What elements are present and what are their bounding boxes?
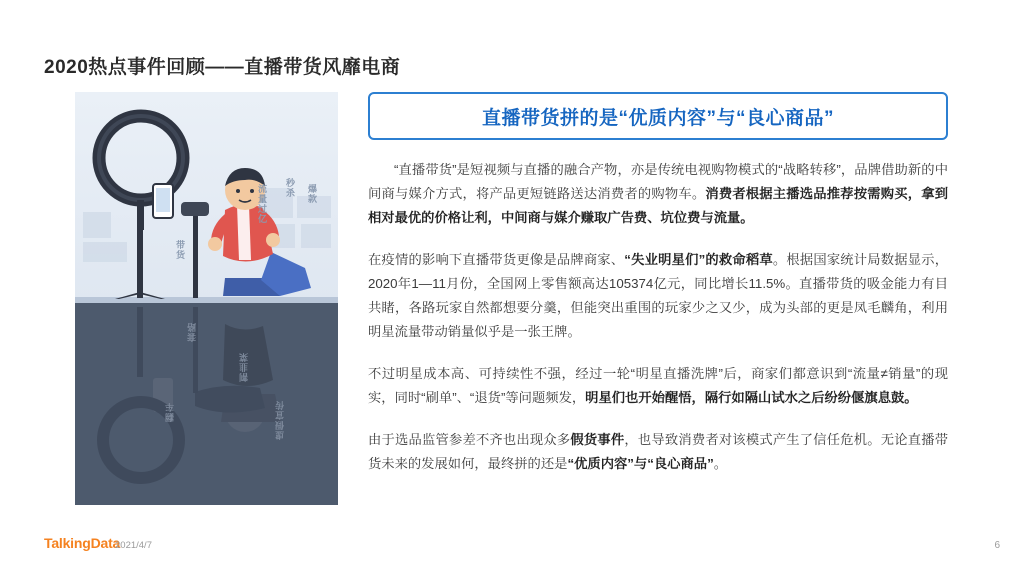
body-text: 在疫情的影响下直播带货更像是品牌商家、 [368, 252, 625, 267]
content-column [368, 92, 948, 489]
emphasis-text: “优质内容”与“良心商品” [567, 456, 714, 471]
svg-text:流量过亿: 流量过亿 [256, 184, 266, 224]
page-number: 6 [994, 540, 1000, 551]
body-text: 不过明星成本高、可持续性不强，经过一轮“明星直播洗牌”后，商家们都意识到“流量≠销量”的现实，同时“刷单”、“退货”等问题频发， [368, 366, 948, 405]
paragraph-2 [368, 248, 948, 344]
svg-text:虚假宣传: 虚假宣传 [276, 400, 286, 440]
svg-text:翻车: 翻车 [166, 402, 176, 422]
body-text: ，也导致消费者对该模式产生了信任危机。无论直播带货未来的发展如何，最终拼的还是 [368, 432, 949, 471]
svg-text:秒杀: 秒杀 [284, 178, 294, 198]
emphasis-text: 消费者根据主播选品推荐按需购买，拿到相对最优的价格让利，中间商与媒介赚取广告费、坑位费与流量。 [368, 186, 949, 225]
footer-date: 2021/4/7 [115, 540, 152, 551]
emphasis-text: 假货事件 [570, 432, 625, 447]
emphasis-text: “失业明星们”的救命稻草 [624, 252, 773, 267]
svg-text:套路: 套路 [188, 322, 198, 342]
page-title: 2020热点事件回顾——直播带货风靡电商 [44, 57, 401, 78]
paragraph-1 [368, 158, 948, 230]
body-text: 由于选品监管参差不齐也出现众多 [368, 432, 571, 447]
svg-text:割韭菜: 割韭菜 [240, 352, 250, 382]
body-text: 。 [713, 456, 728, 471]
livestream-illustration [75, 92, 338, 505]
illustration-svg [75, 92, 338, 505]
paragraph-3 [368, 362, 948, 410]
brand-logo: TalkingData [44, 535, 121, 551]
headline-box [368, 92, 948, 140]
body-text: 。根据国家统计局数据显示，2020年1—11月份，全国网上零售额高达105374亿元，同比增长11.5%。直播带货的吸金能力有目共睹，各路玩家自然都想要分羹，但能突出重围的玩家少之又少，成为头部的更是凤毛麟角，利用明星流量带动销量似乎是一张王牌。 [368, 252, 949, 339]
headline-text: 直播带货拼的是“优质内容”与“良心商品” [481, 107, 834, 129]
emphasis-text: 明星们也开始醒悟，隔行如隔山试水之后纷纷偃旗息鼓。 [585, 390, 918, 405]
body-text: “直播带货”是短视频与直播的融合产物，亦是传统电视购物模式的“战略转移”，品牌借助新的中间商与媒介方式，将产品更短链路送达消费者的购物车。 [368, 162, 948, 201]
svg-text:带货: 带货 [174, 240, 184, 260]
svg-text:爆款: 爆款 [306, 184, 316, 204]
paragraph-4 [368, 428, 948, 476]
